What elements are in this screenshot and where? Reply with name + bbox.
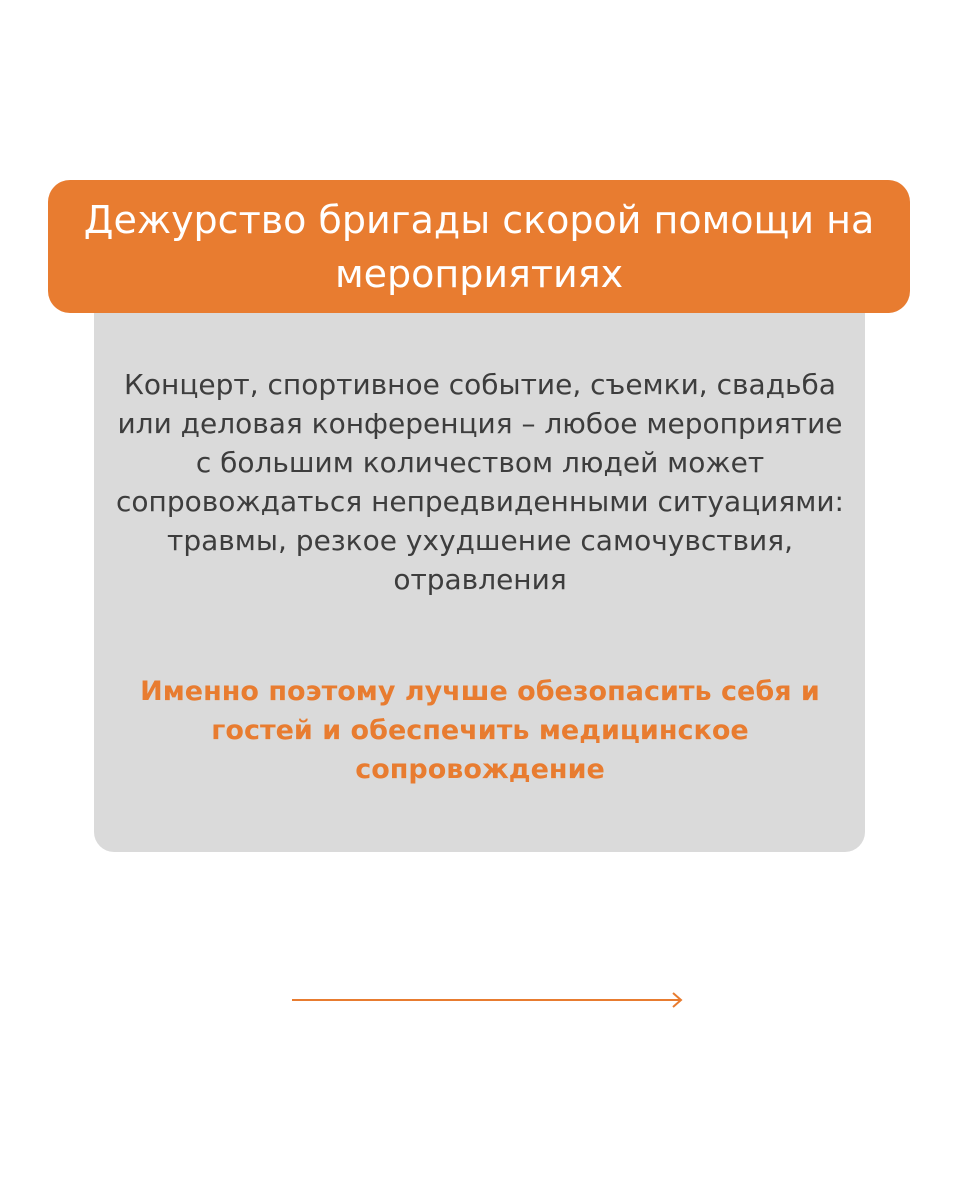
card-body-text: Концерт, спортивное событие, съемки, свадьба или деловая конференция – любое мероприятие с большим количеством людей может сопровождаться непредвиденными ситуациями: травмы, резкое ухудшение самочувствия, отравления bbox=[116, 368, 844, 596]
card-title: Дежурство бригады скорой помощи на мероприятиях bbox=[83, 197, 875, 296]
card-highlight-text: Именно поэтому лучше обезопасить себя и гостей и обеспечить медицинское сопровождение bbox=[140, 676, 820, 785]
title-banner bbox=[48, 180, 910, 313]
arrow-right-icon bbox=[292, 990, 684, 1010]
next-slide-arrow[interactable] bbox=[292, 990, 684, 1010]
